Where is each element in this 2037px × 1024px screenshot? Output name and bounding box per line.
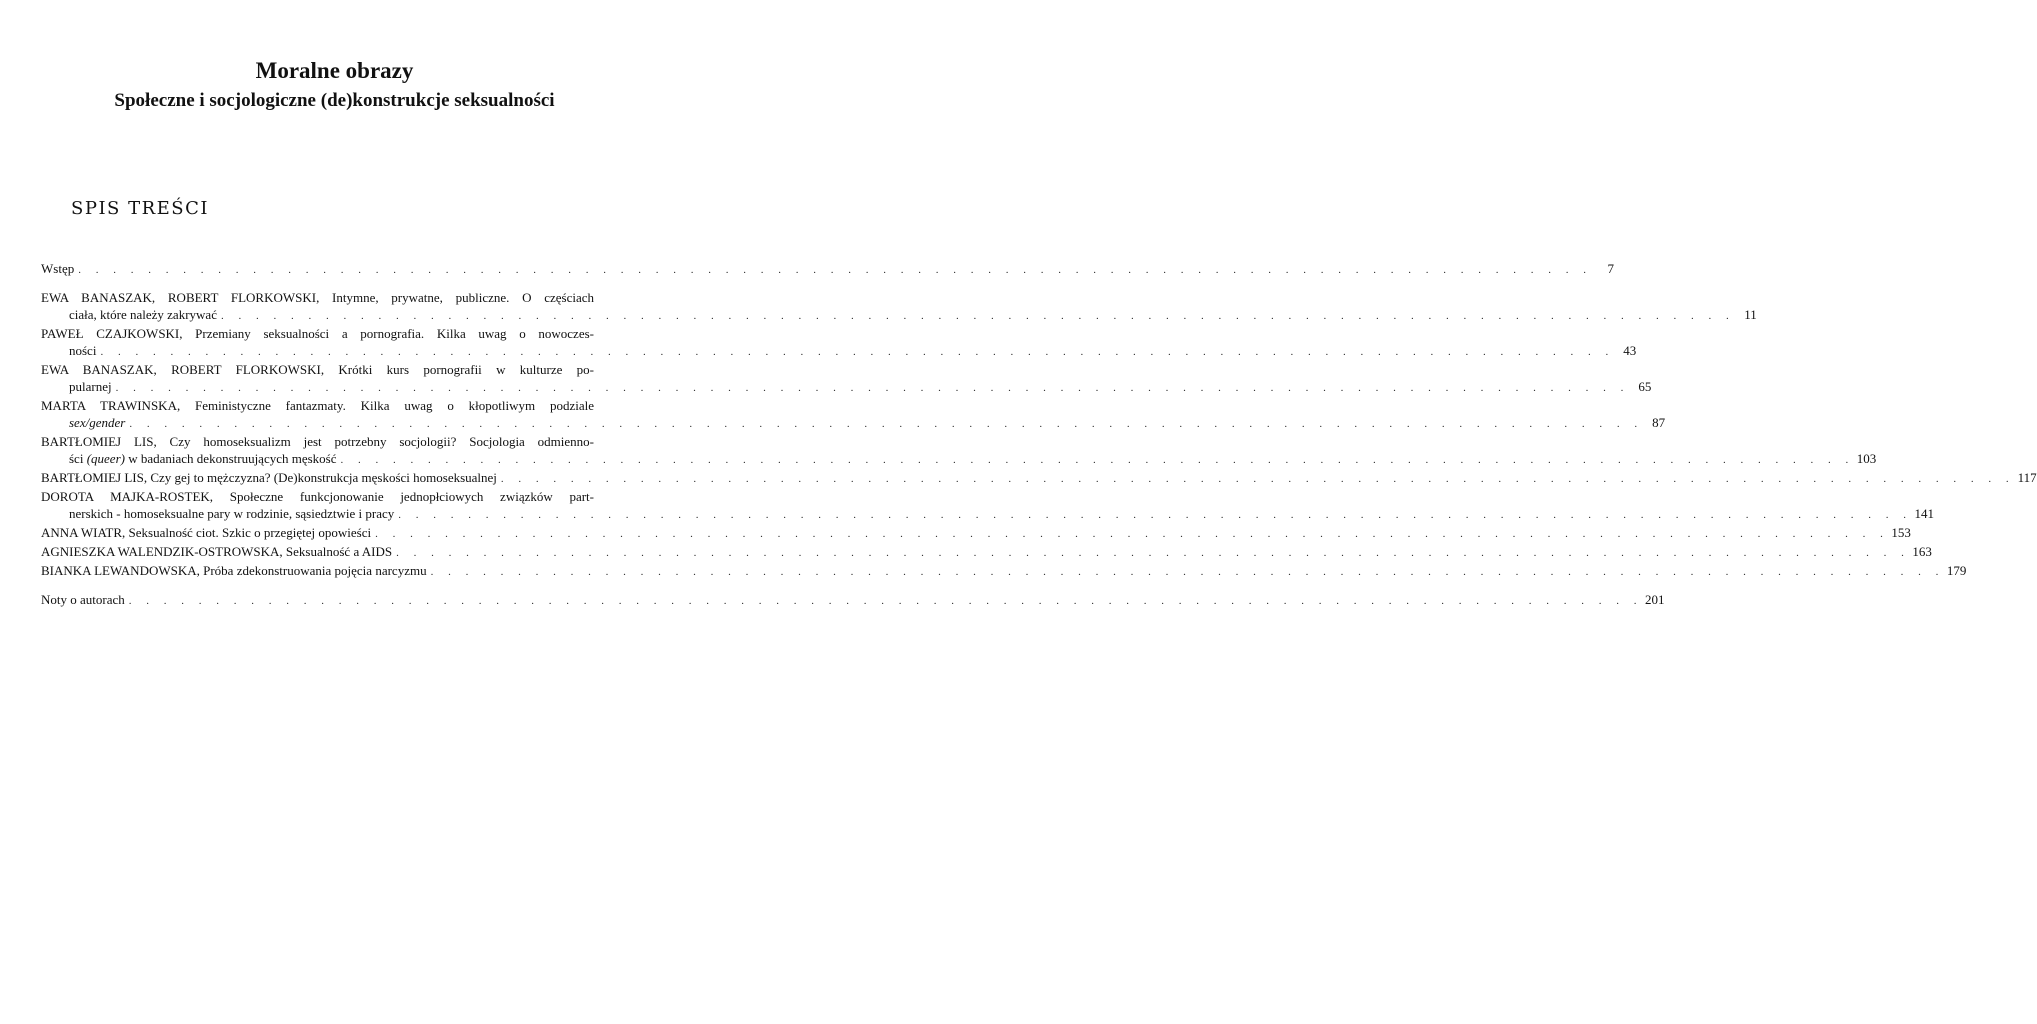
toc-heading: SPIS TREŚCI <box>71 198 210 219</box>
toc-page-number: 201 <box>1645 592 1665 607</box>
toc-entry-title: EWA BANASZAK, ROBERT FLORKOWSKI, Krótki kurs pornografii w kulturze po- <box>41 362 594 377</box>
toc-page-number: 43 <box>1623 343 1637 358</box>
toc-entry-title-cont: ciała, które należy zakrywać <box>69 307 217 322</box>
toc-entry-term-queer: (queer) <box>86 451 125 466</box>
toc-leader-dots: . . . . . . . . . . . . . . . . . . . . . . . . . . . . . . . . . . . . . . . . . . . . . . . . . . . . . . . . . . . . . . . . . . . . . . . . . . . . . . . . . . . . . . . <box>340 454 1855 466</box>
toc-entry-walendzik-ostrowska[interactable] <box>41 543 1932 562</box>
toc-page-number: 103 <box>1856 451 1877 466</box>
toc-page-number: 179 <box>1946 563 1967 578</box>
toc-page-number: 117 <box>2017 470 2037 485</box>
toc-leader-dots: . . . . . . . . . . . . . . . . . . . . . . . . . . . . . . . . . . . . . . . . . . . . . . . . . . . . . . . . . . . . . . . . . . . . . . . . . . . . . . . . . . . . . . . <box>78 264 1592 276</box>
toc-entry-title-cont: ności <box>69 343 97 358</box>
toc-entry-title-cont: nerskich - homoseksualne pary w rodzinie, sąsiedztwie i pracy <box>69 506 395 521</box>
toc-entry-majka-rostek[interactable] <box>41 488 1935 524</box>
toc-leader-dots: . . . . . . . . . . . . . . . . . . . . . . . . . . . . . . . . . . . . . . . . . . . . . . . . . . . . . . . . . . . . . . . . . . . . . . . . . . . . . . . . . . . . . . . <box>129 418 1644 430</box>
toc-entry-title: ANNA WIATR, Seksualność ciot. Szkic o przegiętej opowieści <box>41 525 372 540</box>
toc-leader-dots: . . . . . . . . . . . . . . . . . . . . . . . . . . . . . . . . . . . . . . . . . . . . . . . . . . . . . . . . . . . . . . . . . . . . . . . . . . . . . . . . . . . . . . . <box>398 509 1913 521</box>
toc-entry-czajkowski[interactable] <box>41 325 1637 361</box>
toc-entry-lis-1[interactable] <box>41 433 1877 469</box>
toc-page-number: 163 <box>1912 544 1932 559</box>
toc-page-number: 87 <box>1652 415 1666 430</box>
toc-entry-title: Noty o autorach <box>41 592 125 607</box>
toc-entry-title: DOROTA MAJKA-ROSTEK, Społeczne funkcjonowanie jednopłciowych związków part- <box>41 489 594 504</box>
toc-entry-title: BARTŁOMIEJ LIS, Czy gej to mężczyzna? (De)konstrukcja męskości homoseksualnej <box>41 470 497 485</box>
toc-entry-lewandowska[interactable] <box>41 562 1967 581</box>
toc-leader-dots: . . . . . . . . . . . . . . . . . . . . . . . . . . . . . . . . . . . . . . . . . . . . . . . . . . . . . . . . . . . . . . . . . . . . . . . . . . . . . . . . . . . . . . . <box>115 382 1630 394</box>
toc-entry-title: PAWEŁ CZAJKOWSKI, Przemiany seksualności a pornografia. Kilka uwag o nowoczes- <box>41 326 594 341</box>
toc-page-number: 65 <box>1638 379 1652 394</box>
toc-leader-dots: . . . . . . . . . . . . . . . . . . . . . . . . . . . . . . . . . . . . . . . . . . . . . . . . . . . . . . . . . . . . . . . . . . . . . . . . . . . . . . . . . . . . . . . <box>500 473 2015 485</box>
toc-page-number: 153 <box>1891 525 1911 540</box>
toc-leader-dots: . . . . . . . . . . . . . . . . . . . . . . . . . . . . . . . . . . . . . . . . . . . . . . . . . . . . . . . . . . . . . . . . . . . . . . . . . . . . . . . . . . . . . . . <box>220 310 1735 322</box>
toc-page-number: 141 <box>1914 506 1935 521</box>
toc-entry-title-cont: pularnej <box>69 379 112 394</box>
book-subtitle: Społeczne i socjologiczne (de)konstrukcje seksualności <box>114 90 555 111</box>
toc-leader-dots: . . . . . . . . . . . . . . . . . . . . . . . . . . . . . . . . . . . . . . . . . . . . . . . . . . . . . . . . . . . . . . . . . . . . . . . . . . . . . . . . . . . . . . . <box>396 547 1910 559</box>
toc-page-number: 11 <box>1744 307 1757 322</box>
toc-entry-title: AGNIESZKA WALENDZIK-OSTROWSKA, Seksualność a AIDS <box>41 544 393 559</box>
toc-entry-title: MARTA TRAWINSKA, Feministyczne fantazmaty. Kilka uwag o kłopotliwym podziale <box>41 398 594 413</box>
toc-entry-lis-2[interactable] <box>41 469 2037 488</box>
toc-entry-title: EWA BANASZAK, ROBERT FLORKOWSKI, Intymne, prywatne, publiczne. O częściach <box>41 290 594 305</box>
toc-entry-title: BARTŁOMIEJ LIS, Czy homoseksualizm jest potrzebny socjologii? Socjologia odmienno- <box>41 434 594 449</box>
table-of-contents <box>41 260 2037 610</box>
toc-leader-dots: . . . . . . . . . . . . . . . . . . . . . . . . . . . . . . . . . . . . . . . . . . . . . . . . . . . . . . . . . . . . . . . . . . . . . . . . . . . . . . . . . . . . . . . <box>430 566 1945 578</box>
toc-entry-banaszak-florkowski-1[interactable] <box>41 289 1757 325</box>
toc-entry-title-cont: ści (queer) w badaniach dekonstruujących męskość <box>69 451 337 466</box>
toc-entry-noty[interactable] <box>41 591 1665 610</box>
toc-entry-title: Wstęp <box>41 261 75 276</box>
toc-leader-dots: . . . . . . . . . . . . . . . . . . . . . . . . . . . . . . . . . . . . . . . . . . . . . . . . . . . . . . . . . . . . . . . . . . . . . . . . . . . . . . . . . . . . . . . <box>100 346 1615 358</box>
toc-entry-title: BIANKA LEWANDOWSKA, Próba zdekonstruowania pojęcia narcyzmu <box>41 563 427 578</box>
toc-entry-title-cont: sex/gender <box>69 415 126 430</box>
toc-entry-wstep[interactable] <box>41 260 1614 279</box>
toc-leader-dots: . . . . . . . . . . . . . . . . . . . . . . . . . . . . . . . . . . . . . . . . . . . . . . . . . . . . . . . . . . . . . . . . . . . . . . . . . . . . . . . . . . . . . . . <box>375 528 1889 540</box>
toc-entry-banaszak-florkowski-2[interactable] <box>41 361 1652 397</box>
toc-leader-dots: . . . . . . . . . . . . . . . . . . . . . . . . . . . . . . . . . . . . . . . . . . . . . . . . . . . . . . . . . . . . . . . . . . . . . . . . . . . . . . . . . . . . . . . <box>128 595 1643 607</box>
toc-entry-wiatr[interactable] <box>41 524 1911 543</box>
toc-page-number: 7 <box>1607 261 1614 276</box>
toc-entry-trawinska[interactable] <box>41 397 1666 433</box>
book-title: Moralne obrazy <box>255 58 414 83</box>
